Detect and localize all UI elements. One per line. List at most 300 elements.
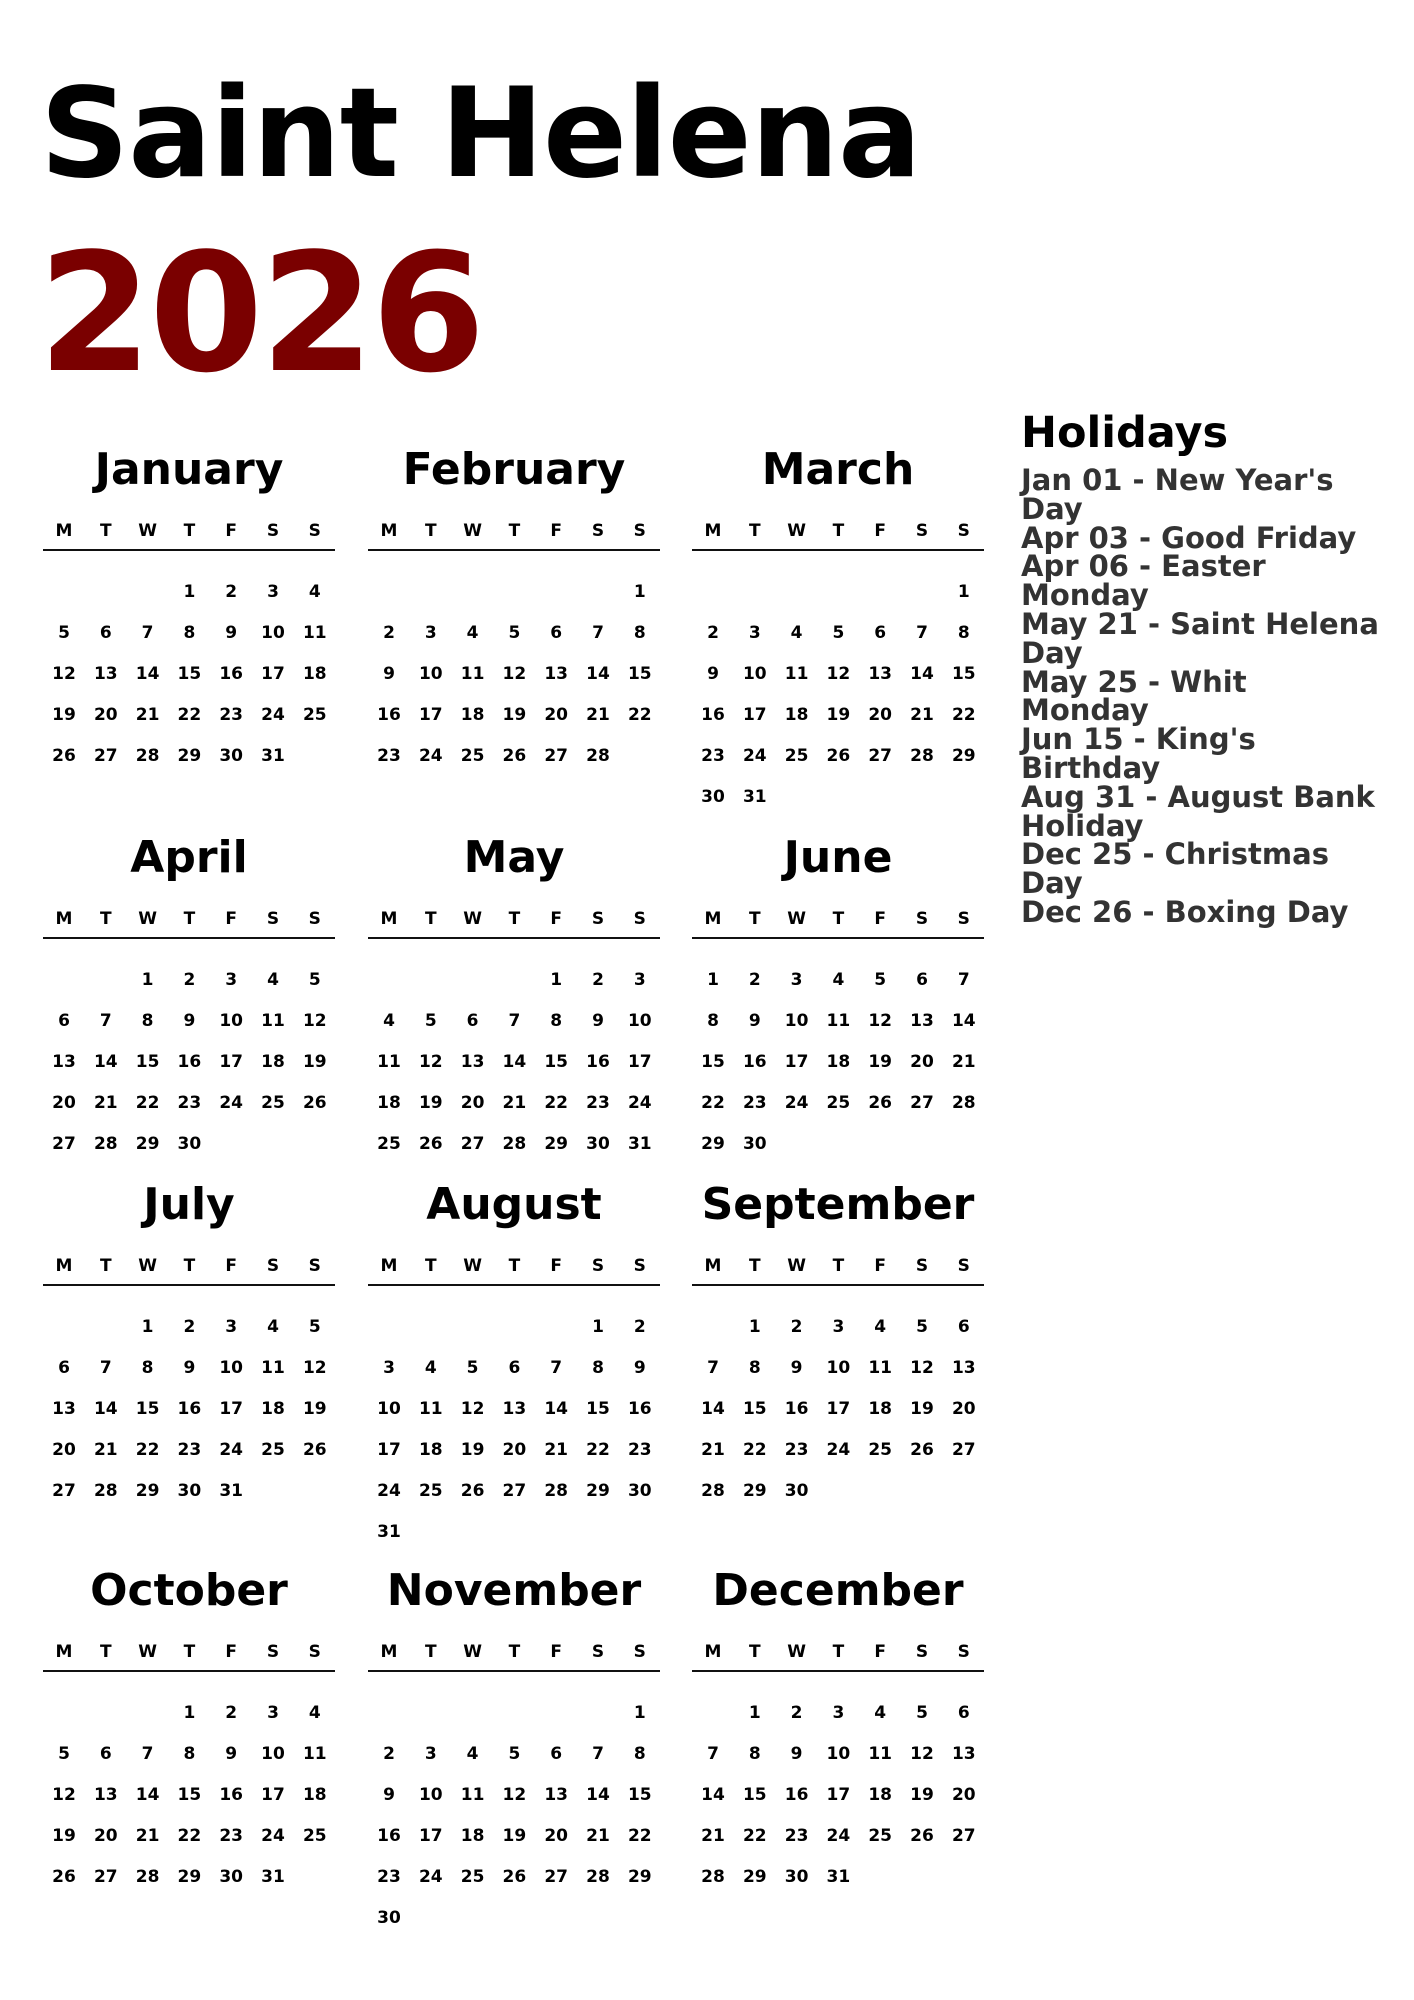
day-cell: 12 bbox=[910, 1358, 934, 1378]
day-cell: 25 bbox=[261, 1440, 285, 1460]
day-cell: 10 bbox=[826, 1358, 851, 1378]
day-cell: 3 bbox=[633, 970, 646, 990]
day-cell: 18 bbox=[868, 1785, 893, 1805]
day-cell: 25 bbox=[460, 1867, 485, 1887]
day-cell: 26 bbox=[302, 1093, 327, 1113]
day-cell: 17 bbox=[261, 1785, 285, 1805]
day-cell: 30 bbox=[377, 1908, 401, 1928]
holidays-list bbox=[1021, 463, 1381, 929]
weekday-label: W bbox=[463, 909, 482, 929]
day-cell: 24 bbox=[418, 746, 443, 766]
day-cell: 5 bbox=[832, 623, 845, 643]
weekday-label: M bbox=[380, 909, 398, 929]
day-cell: 13 bbox=[52, 1052, 76, 1072]
day-cell: 24 bbox=[826, 1826, 851, 1846]
day-cell: 14 bbox=[93, 1052, 118, 1072]
day-cell: 15 bbox=[951, 664, 976, 684]
weekday-label: T bbox=[508, 909, 521, 929]
day-cell: 31 bbox=[742, 787, 767, 807]
day-cell: 1 bbox=[141, 970, 154, 990]
day-cell: 16 bbox=[586, 1052, 610, 1072]
day-cell: 9 bbox=[225, 623, 238, 643]
day-cell: 15 bbox=[742, 1399, 767, 1419]
day-cell: 12 bbox=[460, 1399, 485, 1419]
day-cell: 8 bbox=[550, 1011, 563, 1031]
day-cell: 18 bbox=[418, 1440, 443, 1460]
year-heading: 2026 bbox=[38, 218, 483, 409]
day-cell: 18 bbox=[302, 664, 327, 684]
day-cell: 16 bbox=[742, 1052, 767, 1072]
weekday-label: M bbox=[380, 521, 398, 541]
day-cell: 13 bbox=[951, 1358, 976, 1378]
day-cell: 14 bbox=[544, 1399, 569, 1419]
header-rule bbox=[692, 549, 984, 551]
header-rule bbox=[368, 1670, 660, 1672]
weekday-label: F bbox=[225, 909, 237, 929]
weekday-label: S bbox=[915, 909, 929, 929]
day-cell: 19 bbox=[910, 1399, 934, 1419]
day-cell: 12 bbox=[910, 1744, 934, 1764]
day-cell: 5 bbox=[308, 1317, 321, 1337]
weekday-label: T bbox=[424, 1256, 437, 1276]
day-cell: 28 bbox=[701, 1867, 725, 1887]
day-cell: 4 bbox=[267, 1317, 279, 1337]
day-cell: 14 bbox=[135, 664, 160, 684]
day-cell: 1 bbox=[748, 1317, 761, 1337]
weekday-label: F bbox=[225, 1256, 237, 1276]
day-cell: 15 bbox=[135, 1052, 160, 1072]
day-cell: 29 bbox=[627, 1867, 652, 1887]
weekday-header bbox=[368, 909, 660, 931]
day-cell: 7 bbox=[99, 1358, 112, 1378]
day-cell: 9 bbox=[790, 1744, 803, 1764]
weekday-label: S bbox=[915, 1642, 929, 1662]
day-cell: 25 bbox=[460, 746, 485, 766]
day-cell: 20 bbox=[544, 705, 569, 725]
header-rule bbox=[368, 549, 660, 551]
day-cell: 16 bbox=[177, 1052, 202, 1072]
weekday-label: F bbox=[874, 909, 886, 929]
day-cell: 17 bbox=[219, 1052, 244, 1072]
day-cell: 29 bbox=[544, 1134, 569, 1154]
day-cell: 22 bbox=[135, 1440, 160, 1460]
day-cell: 6 bbox=[58, 1011, 70, 1031]
day-cell: 9 bbox=[790, 1358, 803, 1378]
day-cell: 25 bbox=[261, 1093, 285, 1113]
day-cell: 30 bbox=[742, 1134, 767, 1154]
day-cell: 4 bbox=[267, 970, 279, 990]
day-cell: 11 bbox=[826, 1011, 851, 1031]
weekday-label: T bbox=[832, 909, 845, 929]
month-name: November bbox=[386, 1565, 642, 1616]
day-cell: 3 bbox=[748, 623, 761, 643]
day-cell: 27 bbox=[544, 1867, 569, 1887]
day-cell: 19 bbox=[826, 705, 851, 725]
day-cell: 13 bbox=[93, 1785, 118, 1805]
day-cell: 18 bbox=[377, 1093, 401, 1113]
day-cell: 6 bbox=[466, 1011, 479, 1031]
day-cell: 8 bbox=[748, 1744, 761, 1764]
day-cell: 29 bbox=[742, 1481, 767, 1501]
weekday-label: T bbox=[99, 1642, 112, 1662]
day-cell: 15 bbox=[627, 1785, 652, 1805]
day-cell: 18 bbox=[261, 1052, 285, 1072]
day-cell: 7 bbox=[592, 1744, 604, 1764]
weekday-label: S bbox=[957, 1642, 970, 1662]
day-cell: 5 bbox=[508, 1744, 521, 1764]
weekday-label: M bbox=[704, 909, 722, 929]
weekday-label: T bbox=[99, 909, 112, 929]
day-cell: 4 bbox=[308, 1703, 321, 1723]
day-cell: 23 bbox=[377, 1867, 401, 1887]
day-cell: 3 bbox=[424, 623, 437, 643]
weekday-label: S bbox=[266, 521, 280, 541]
day-cell: 22 bbox=[177, 1826, 202, 1846]
day-cell: 19 bbox=[502, 1826, 527, 1846]
day-cell: 4 bbox=[466, 623, 479, 643]
weekday-label: M bbox=[380, 1256, 398, 1276]
day-cell: 2 bbox=[707, 623, 719, 643]
holiday-item: Apr 03 - Good Friday bbox=[1021, 520, 1357, 555]
day-cell: 4 bbox=[308, 582, 321, 602]
day-cell: 16 bbox=[627, 1399, 652, 1419]
weekday-header bbox=[43, 1642, 335, 1664]
weekday-label: T bbox=[183, 1642, 196, 1662]
weekday-label: T bbox=[99, 1256, 112, 1276]
day-cell: 1 bbox=[707, 970, 719, 990]
day-cell: 4 bbox=[424, 1358, 437, 1378]
day-cell: 21 bbox=[544, 1440, 569, 1460]
day-cell: 22 bbox=[544, 1093, 569, 1113]
weekday-label: F bbox=[550, 521, 562, 541]
weekday-label: S bbox=[957, 909, 970, 929]
day-cell: 28 bbox=[135, 1867, 160, 1887]
day-cell: 18 bbox=[826, 1052, 851, 1072]
day-cell: 26 bbox=[52, 1867, 76, 1887]
day-cell: 21 bbox=[93, 1440, 118, 1460]
day-cell: 20 bbox=[951, 1785, 976, 1805]
day-cell: 18 bbox=[868, 1399, 893, 1419]
day-cell: 4 bbox=[874, 1703, 887, 1723]
day-cell: 8 bbox=[183, 623, 196, 643]
weekday-label: T bbox=[508, 521, 521, 541]
day-cell: 9 bbox=[383, 1785, 395, 1805]
weekday-label: S bbox=[957, 521, 970, 541]
day-cell: 1 bbox=[550, 970, 563, 990]
day-cell: 27 bbox=[460, 1134, 485, 1154]
day-cell: 24 bbox=[742, 746, 767, 766]
header-rule bbox=[368, 1284, 660, 1286]
day-cell: 19 bbox=[52, 705, 76, 725]
day-cell: 17 bbox=[742, 705, 767, 725]
day-cell: 11 bbox=[868, 1744, 893, 1764]
day-cell: 7 bbox=[916, 623, 928, 643]
day-cell: 20 bbox=[544, 1826, 569, 1846]
day-cell: 12 bbox=[52, 1785, 76, 1805]
day-cell: 11 bbox=[460, 664, 485, 684]
weekday-label: T bbox=[183, 521, 196, 541]
day-cell: 12 bbox=[52, 664, 76, 684]
day-cell: 31 bbox=[261, 746, 285, 766]
day-cell: 15 bbox=[135, 1399, 160, 1419]
day-cell: 29 bbox=[177, 746, 202, 766]
holiday-item: Aug 31 - August Bank Holiday bbox=[1021, 779, 1375, 843]
weekday-label: F bbox=[550, 1642, 562, 1662]
day-cell: 8 bbox=[707, 1011, 719, 1031]
weekday-header bbox=[368, 1642, 660, 1664]
day-cell: 8 bbox=[633, 623, 646, 643]
weekday-header bbox=[43, 521, 335, 543]
day-cell: 30 bbox=[784, 1481, 809, 1501]
day-cell: 4 bbox=[832, 970, 845, 990]
day-cell: 24 bbox=[377, 1481, 401, 1501]
day-cell: 19 bbox=[302, 1052, 327, 1072]
day-cell: 29 bbox=[742, 1867, 767, 1887]
day-cell: 13 bbox=[951, 1744, 976, 1764]
month-name: December bbox=[712, 1565, 964, 1616]
weekday-label: T bbox=[508, 1256, 521, 1276]
day-cell: 23 bbox=[377, 746, 401, 766]
day-cell: 26 bbox=[502, 1867, 527, 1887]
day-cell: 5 bbox=[874, 970, 887, 990]
day-cell: 6 bbox=[550, 623, 563, 643]
day-cell: 22 bbox=[135, 1093, 160, 1113]
day-cell: 10 bbox=[261, 1744, 285, 1764]
day-cell: 1 bbox=[183, 582, 196, 602]
day-cell: 3 bbox=[225, 970, 238, 990]
day-cell: 11 bbox=[868, 1358, 893, 1378]
month-name: April bbox=[130, 832, 248, 883]
weekday-label: T bbox=[508, 1642, 521, 1662]
day-cell: 20 bbox=[93, 705, 118, 725]
weekday-label: T bbox=[183, 909, 196, 929]
day-cell: 3 bbox=[267, 1703, 279, 1723]
day-cell: 25 bbox=[302, 705, 327, 725]
day-cell: 4 bbox=[383, 1011, 395, 1031]
day-cell: 1 bbox=[592, 1317, 604, 1337]
day-cell: 9 bbox=[183, 1011, 196, 1031]
day-cell: 3 bbox=[225, 1317, 238, 1337]
weekday-label: W bbox=[138, 909, 157, 929]
day-cell: 16 bbox=[784, 1399, 809, 1419]
day-cell: 11 bbox=[261, 1011, 285, 1031]
day-cell: 22 bbox=[627, 705, 652, 725]
day-cell: 19 bbox=[502, 705, 527, 725]
day-cell: 25 bbox=[377, 1134, 401, 1154]
day-cell: 15 bbox=[177, 1785, 202, 1805]
day-cell: 5 bbox=[424, 1011, 437, 1031]
day-cell: 28 bbox=[135, 746, 160, 766]
day-cell: 17 bbox=[219, 1399, 244, 1419]
weekday-label: W bbox=[787, 1642, 806, 1662]
day-cell: 16 bbox=[701, 705, 725, 725]
day-cell: 22 bbox=[951, 705, 976, 725]
weekday-label: F bbox=[550, 909, 562, 929]
day-cell: 12 bbox=[868, 1011, 893, 1031]
day-cell: 8 bbox=[141, 1358, 154, 1378]
day-cell: 10 bbox=[826, 1744, 851, 1764]
weekday-label: W bbox=[463, 1256, 482, 1276]
day-cell: 24 bbox=[627, 1093, 652, 1113]
header-rule bbox=[43, 1284, 335, 1286]
day-cell: 16 bbox=[784, 1785, 809, 1805]
day-cell: 2 bbox=[225, 1703, 238, 1723]
day-cell: 23 bbox=[586, 1093, 610, 1113]
weekday-label: F bbox=[874, 1256, 886, 1276]
weekday-label: M bbox=[380, 1642, 398, 1662]
holiday-item: Jun 15 - King's Birthday bbox=[1021, 722, 1256, 785]
day-cell: 8 bbox=[592, 1358, 604, 1378]
header-rule bbox=[43, 1670, 335, 1672]
day-cell: 3 bbox=[267, 582, 279, 602]
weekday-header bbox=[368, 1256, 660, 1278]
weekday-label: T bbox=[424, 909, 437, 929]
day-cell: 5 bbox=[58, 623, 70, 643]
day-cell: 17 bbox=[261, 664, 285, 684]
day-cell: 24 bbox=[219, 1440, 244, 1460]
day-cell: 4 bbox=[790, 623, 803, 643]
day-cell: 1 bbox=[633, 1703, 646, 1723]
day-cell: 18 bbox=[460, 1826, 485, 1846]
day-cell: 20 bbox=[910, 1052, 934, 1072]
day-cell: 9 bbox=[183, 1358, 196, 1378]
weekday-label: S bbox=[591, 909, 605, 929]
day-cell: 3 bbox=[832, 1317, 845, 1337]
day-cell: 30 bbox=[219, 1867, 244, 1887]
day-cell: 28 bbox=[93, 1134, 118, 1154]
day-cell: 26 bbox=[460, 1481, 485, 1501]
day-cell: 23 bbox=[219, 1826, 244, 1846]
day-cell: 14 bbox=[135, 1785, 160, 1805]
weekday-header bbox=[368, 521, 660, 543]
day-cell: 5 bbox=[308, 970, 321, 990]
weekday-label: F bbox=[874, 521, 886, 541]
weekday-header bbox=[692, 909, 984, 931]
day-cell: 1 bbox=[957, 582, 970, 602]
day-cell: 17 bbox=[826, 1399, 851, 1419]
day-cell: 2 bbox=[183, 1317, 196, 1337]
weekday-label: S bbox=[591, 1256, 605, 1276]
day-cell: 15 bbox=[627, 664, 652, 684]
day-cell: 27 bbox=[52, 1134, 76, 1154]
day-cell: 28 bbox=[586, 1867, 610, 1887]
holiday-item: Jan 01 - New Year's Day bbox=[1021, 463, 1334, 526]
day-cell: 19 bbox=[460, 1440, 485, 1460]
day-cell: 15 bbox=[586, 1399, 610, 1419]
weekday-label: T bbox=[183, 1256, 196, 1276]
day-cell: 5 bbox=[916, 1317, 928, 1337]
day-cell: 7 bbox=[957, 970, 970, 990]
day-cell: 12 bbox=[502, 1785, 527, 1805]
day-cell: 28 bbox=[951, 1093, 976, 1113]
weekday-label: T bbox=[99, 521, 112, 541]
weekday-label: S bbox=[957, 1256, 970, 1276]
day-cell: 1 bbox=[183, 1703, 196, 1723]
weekday-label: M bbox=[55, 1642, 73, 1662]
day-cell: 29 bbox=[177, 1867, 202, 1887]
day-cell: 2 bbox=[790, 1317, 803, 1337]
day-cell: 21 bbox=[951, 1052, 976, 1072]
weekday-label: S bbox=[266, 1256, 280, 1276]
header-rule bbox=[692, 1670, 984, 1672]
day-cell: 20 bbox=[951, 1399, 976, 1419]
day-cell: 21 bbox=[586, 1826, 610, 1846]
day-cell: 5 bbox=[466, 1358, 479, 1378]
day-cell: 18 bbox=[302, 1785, 327, 1805]
day-cell: 27 bbox=[910, 1093, 934, 1113]
day-cell: 18 bbox=[261, 1399, 285, 1419]
day-cell: 23 bbox=[742, 1093, 767, 1113]
weekday-label: W bbox=[463, 1642, 482, 1662]
day-cell: 5 bbox=[916, 1703, 928, 1723]
header-rule bbox=[368, 937, 660, 939]
weekday-label: S bbox=[633, 521, 646, 541]
day-cell: 6 bbox=[58, 1358, 70, 1378]
day-cell: 13 bbox=[502, 1399, 527, 1419]
weekday-label: S bbox=[915, 521, 929, 541]
day-cell: 27 bbox=[544, 746, 569, 766]
day-cell: 3 bbox=[424, 1744, 437, 1764]
day-cell: 12 bbox=[418, 1052, 443, 1072]
day-cell: 6 bbox=[508, 1358, 521, 1378]
month-name: February bbox=[402, 444, 626, 495]
day-cell: 7 bbox=[508, 1011, 521, 1031]
day-cell: 2 bbox=[225, 582, 238, 602]
day-cell: 23 bbox=[219, 705, 244, 725]
day-cell: 14 bbox=[701, 1785, 725, 1805]
day-cell: 6 bbox=[957, 1317, 970, 1337]
day-cell: 7 bbox=[592, 623, 604, 643]
day-cell: 8 bbox=[141, 1011, 154, 1031]
weekday-label: T bbox=[748, 1642, 761, 1662]
day-cell: 17 bbox=[377, 1440, 401, 1460]
day-cell: 25 bbox=[868, 1826, 893, 1846]
day-cell: 29 bbox=[701, 1134, 725, 1154]
day-cell: 19 bbox=[910, 1785, 934, 1805]
weekday-label: W bbox=[787, 909, 806, 929]
day-cell: 26 bbox=[302, 1440, 327, 1460]
day-cell: 14 bbox=[910, 664, 934, 684]
day-cell: 22 bbox=[742, 1826, 767, 1846]
day-cell: 14 bbox=[93, 1399, 118, 1419]
day-cell: 20 bbox=[52, 1440, 76, 1460]
day-cell: 20 bbox=[93, 1826, 118, 1846]
day-cell: 21 bbox=[93, 1093, 118, 1113]
day-cell: 11 bbox=[302, 1744, 327, 1764]
weekday-header bbox=[43, 1256, 335, 1278]
day-cell: 23 bbox=[177, 1440, 202, 1460]
day-cell: 17 bbox=[418, 1826, 443, 1846]
day-cell: 1 bbox=[748, 1703, 761, 1723]
month-name: September bbox=[701, 1179, 975, 1230]
day-cell: 25 bbox=[868, 1440, 893, 1460]
day-cell: 2 bbox=[790, 1703, 803, 1723]
day-cell: 26 bbox=[52, 746, 76, 766]
weekday-label: T bbox=[748, 1256, 761, 1276]
header-rule bbox=[692, 937, 984, 939]
day-cell: 3 bbox=[832, 1703, 845, 1723]
day-cell: 15 bbox=[177, 664, 202, 684]
day-cell: 7 bbox=[99, 1011, 112, 1031]
day-cell: 14 bbox=[701, 1399, 725, 1419]
day-cell: 15 bbox=[742, 1785, 767, 1805]
day-cell: 7 bbox=[141, 1744, 154, 1764]
day-cell: 24 bbox=[418, 1867, 443, 1887]
weekday-label: T bbox=[832, 1642, 845, 1662]
day-cell: 16 bbox=[219, 664, 244, 684]
day-cell: 2 bbox=[383, 623, 395, 643]
weekday-label: S bbox=[308, 1642, 321, 1662]
